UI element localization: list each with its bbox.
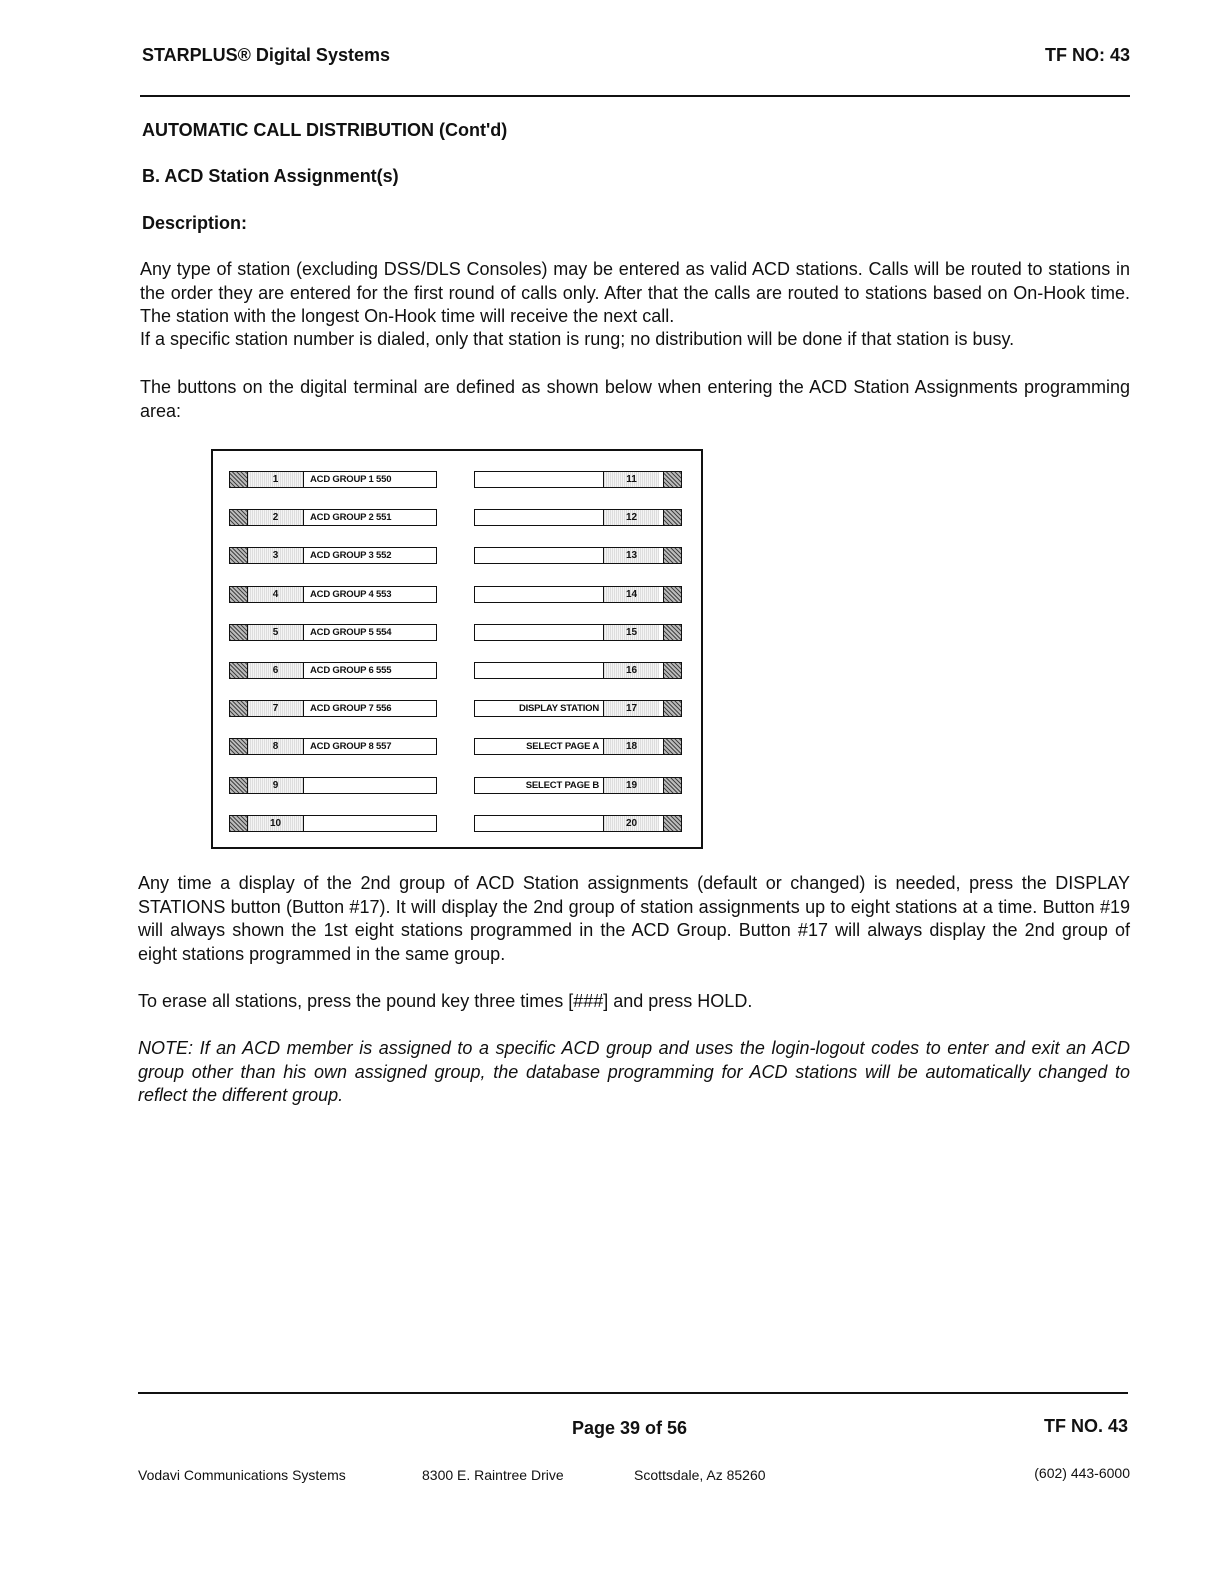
button-led-indicator xyxy=(230,548,248,563)
terminal-button-right[interactable] xyxy=(474,624,682,641)
footer-tf-number: TF NO. 43 xyxy=(1043,1416,1128,1436)
button-led-indicator xyxy=(230,778,248,793)
button-led-indicator xyxy=(230,816,248,831)
button-number: 10 xyxy=(248,816,304,831)
paragraph-buttons-intro: The buttons on the digital terminal are defined as shown below when entering the ACD Station Assignments programming area: xyxy=(140,377,1130,421)
terminal-button-left[interactable] xyxy=(229,471,437,488)
button-label xyxy=(475,548,603,563)
button-label: SELECT PAGE B xyxy=(525,779,599,791)
button-number: 9 xyxy=(248,778,304,793)
button-label xyxy=(475,816,603,831)
button-led-indicator xyxy=(230,663,248,678)
paragraph-display-stations: Any time a display of the 2nd group of ACD Station assignments (default or changed) is needed, press the DISPLAY STATIONS button (Button #17). It will display the 2nd group of station assignments up to eight stations at a time. Button #19 will always shown the 1st eight stations programmed in the ACD Group. Button #17 will always display the 2nd group of eight stations programmed in the same group. xyxy=(138,873,1130,964)
paragraph-specific-station: If a specific station number is dialed, only that station is rung; no distribution will be done if that station is busy. xyxy=(140,329,1015,349)
button-led-indicator xyxy=(230,510,248,525)
header-title: STARPLUS® Digital Systems xyxy=(142,45,390,65)
button-label xyxy=(475,625,603,640)
header-rule xyxy=(140,95,1130,97)
button-number: 20 xyxy=(603,816,659,831)
terminal-button-right[interactable] xyxy=(474,700,682,717)
button-number: 11 xyxy=(603,472,659,487)
terminal-button-diagram xyxy=(211,449,703,849)
paragraph-erase: To erase all stations, press the pound key three times [###] and press HOLD. xyxy=(138,991,753,1011)
button-number: 16 xyxy=(603,663,659,678)
button-label: ACD GROUP 2 551 xyxy=(310,512,392,524)
terminal-button-left[interactable] xyxy=(229,777,437,794)
terminal-button-right[interactable] xyxy=(474,547,682,564)
button-led-indicator xyxy=(663,548,681,563)
footer-company: Vodavi Communications Systems xyxy=(138,1467,346,1483)
terminal-button-left[interactable] xyxy=(229,509,437,526)
terminal-button-left[interactable] xyxy=(229,586,437,603)
button-number: 17 xyxy=(603,701,659,716)
terminal-button-right[interactable] xyxy=(474,471,682,488)
button-number: 19 xyxy=(603,778,659,793)
page-number: Page 39 of 56 xyxy=(572,1418,688,1438)
terminal-button-left[interactable] xyxy=(229,662,437,679)
terminal-button-left[interactable] xyxy=(229,738,437,755)
subsection-title: B. ACD Station Assignment(s) xyxy=(142,166,399,186)
button-led-indicator xyxy=(230,739,248,754)
note-paragraph: NOTE: If an ACD member is assigned to a specific ACD group and uses the login-logout codes to enter and exit an ACD group other than his own assigned group, the database programming for ACD stations will be automatically changed to reflect the different group. xyxy=(138,1038,1130,1105)
button-label: ACD GROUP 7 556 xyxy=(310,703,392,715)
button-label: SELECT PAGE A xyxy=(526,741,599,753)
button-led-indicator xyxy=(230,472,248,487)
button-number: 2 xyxy=(248,510,304,525)
button-label: ACD GROUP 6 555 xyxy=(310,665,392,676)
button-label xyxy=(475,663,603,678)
footer-address: 8300 E. Raintree Drive xyxy=(422,1467,564,1483)
button-label: ACD GROUP 3 552 xyxy=(310,550,392,562)
footer-phone: (602) 443-6000 xyxy=(1034,1465,1130,1481)
section-title: AUTOMATIC CALL DISTRIBUTION (Cont'd) xyxy=(142,120,508,140)
footer-city: Scottsdale, Az 85260 xyxy=(634,1467,766,1483)
button-led-indicator xyxy=(230,587,248,602)
button-label: ACD GROUP 5 554 xyxy=(310,626,392,638)
terminal-button-left[interactable] xyxy=(229,624,437,641)
button-led-indicator xyxy=(663,663,681,678)
terminal-button-right[interactable] xyxy=(474,815,682,832)
button-label xyxy=(475,587,603,602)
button-led-indicator xyxy=(663,510,681,525)
button-number: 13 xyxy=(603,548,659,563)
button-label: ACD GROUP 4 553 xyxy=(310,588,392,600)
button-number: 8 xyxy=(248,739,304,754)
button-label xyxy=(475,472,603,487)
button-led-indicator xyxy=(230,625,248,640)
footer-rule xyxy=(138,1392,1128,1394)
button-number: 18 xyxy=(603,739,659,754)
terminal-button-left[interactable] xyxy=(229,815,437,832)
button-led-indicator xyxy=(663,778,681,793)
button-label xyxy=(475,510,603,525)
terminal-button-right[interactable] xyxy=(474,738,682,755)
button-led-indicator xyxy=(663,587,681,602)
button-number: 4 xyxy=(248,587,304,602)
terminal-button-right[interactable] xyxy=(474,586,682,603)
button-led-indicator xyxy=(663,816,681,831)
button-number: 1 xyxy=(248,472,304,487)
button-number: 7 xyxy=(248,701,304,716)
button-number: 3 xyxy=(248,548,304,563)
button-led-indicator xyxy=(663,472,681,487)
header-tf-number: TF NO: 43 xyxy=(1044,45,1130,65)
button-number: 12 xyxy=(603,510,659,525)
button-number: 14 xyxy=(603,587,659,602)
terminal-button-left[interactable] xyxy=(229,547,437,564)
button-led-indicator xyxy=(230,701,248,716)
terminal-button-right[interactable] xyxy=(474,777,682,794)
button-led-indicator xyxy=(663,739,681,754)
button-number: 6 xyxy=(248,663,304,678)
button-number: 5 xyxy=(248,625,304,640)
paragraph-routing: Any type of station (excluding DSS/DLS Consoles) may be entered as valid ACD stations. Calls will be routed to stations in the order they are entered for the first round of calls only. After that the calls are routed to stations based on On-Hook time. The station with the longest On-Hook time will receive the next call. xyxy=(140,259,1130,326)
button-led-indicator xyxy=(663,701,681,716)
description-label: Description: xyxy=(142,213,248,233)
button-label: ACD GROUP 8 557 xyxy=(310,741,392,753)
button-number: 15 xyxy=(603,625,659,640)
button-label: DISPLAY STATION xyxy=(518,703,599,715)
button-led-indicator xyxy=(663,625,681,640)
terminal-button-right[interactable] xyxy=(474,662,682,679)
terminal-button-right[interactable] xyxy=(474,509,682,526)
button-label: ACD GROUP 1 550 xyxy=(310,474,392,485)
terminal-button-left[interactable] xyxy=(229,700,437,717)
